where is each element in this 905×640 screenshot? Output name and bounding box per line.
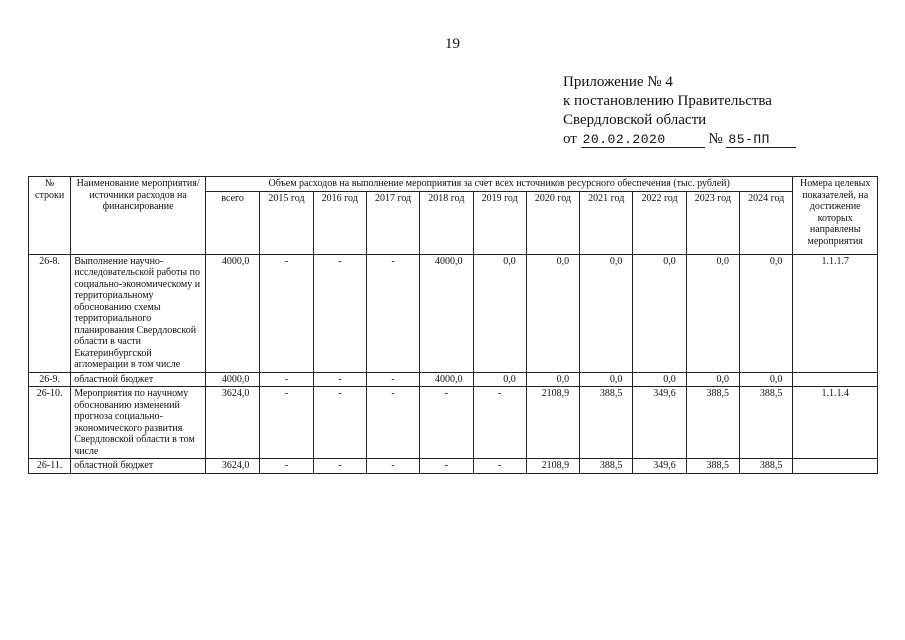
header-year: 2021 год xyxy=(580,191,633,254)
cell-2023: 388,5 xyxy=(686,387,739,459)
row-number: 26-9. xyxy=(29,372,71,387)
row-total: 4000,0 xyxy=(206,254,260,372)
header-year: 2017 год xyxy=(366,191,419,254)
table-row xyxy=(29,459,878,474)
row-name: Выполнение научно-исследовательской работы по социально-экономическому и территориальному обоснованию схемы территориального планирования Свердловской области в части Екатеринбургской агломерации в том числе xyxy=(71,254,206,372)
row-number: 26-11. xyxy=(29,459,71,474)
row-target xyxy=(793,459,878,474)
cell-2022: 0,0 xyxy=(633,372,686,387)
row-name: Мероприятия по научному обоснованию изменений прогноза социально-экономического развития Свердловской области в том числе xyxy=(71,387,206,459)
row-name: областной бюджет xyxy=(71,459,206,474)
cell-2023: 388,5 xyxy=(686,459,739,474)
page-number: 19 xyxy=(445,36,460,52)
cell-2022: 349,6 xyxy=(633,459,686,474)
header-year: 2019 год xyxy=(473,191,526,254)
cell-2023: 0,0 xyxy=(686,372,739,387)
cell-2017: - xyxy=(366,254,419,372)
table-row xyxy=(29,254,878,372)
cell-2016: - xyxy=(313,254,366,372)
header-year: 2022 год xyxy=(633,191,686,254)
date-prefix: от xyxy=(563,131,577,147)
cell-2024: 0,0 xyxy=(739,254,792,372)
cell-2015: - xyxy=(260,372,313,387)
cell-2016: - xyxy=(313,372,366,387)
cell-2015: - xyxy=(260,254,313,372)
cell-2015: - xyxy=(260,459,313,474)
cell-2024: 388,5 xyxy=(739,459,792,474)
resolution-number: 85-ПП xyxy=(726,132,796,148)
cell-2019: 0,0 xyxy=(473,372,526,387)
cell-2022: 0,0 xyxy=(633,254,686,372)
cell-2021: 0,0 xyxy=(580,254,633,372)
header-year: 2020 год xyxy=(526,191,579,254)
header-volume: Объем расходов на выполнение мероприятия за счет всех источников ресурсного обеспечения (тыс. рублей) xyxy=(206,177,793,192)
cell-2024: 388,5 xyxy=(739,387,792,459)
cell-2023: 0,0 xyxy=(686,254,739,372)
row-total: 4000,0 xyxy=(206,372,260,387)
header-targets: Номера целевых показателей, на достижение которых направлены мероприятия xyxy=(793,177,878,255)
cell-2018: 4000,0 xyxy=(420,372,473,387)
cell-2015: - xyxy=(260,387,313,459)
header-total: всего xyxy=(206,191,260,254)
appendix-title: Приложение № 4 xyxy=(563,74,673,90)
row-number: 26-10. xyxy=(29,387,71,459)
row-target xyxy=(793,372,878,387)
cell-2020: 0,0 xyxy=(526,372,579,387)
resolution-date: 20.02.2020 xyxy=(581,132,705,148)
cell-2017: - xyxy=(366,372,419,387)
appendix-resolution: к постановлению Правительства xyxy=(563,93,772,109)
number-prefix: № xyxy=(708,131,723,147)
table-row xyxy=(29,387,878,459)
cell-2018: 4000,0 xyxy=(420,254,473,372)
cell-2024: 0,0 xyxy=(739,372,792,387)
cell-2020: 0,0 xyxy=(526,254,579,372)
cell-2022: 349,6 xyxy=(633,387,686,459)
table-header xyxy=(29,177,878,255)
header-year: 2023 год xyxy=(686,191,739,254)
appendix-block xyxy=(563,73,796,149)
cell-2019: - xyxy=(473,387,526,459)
header-row-no: № строки xyxy=(29,177,71,255)
row-total: 3624,0 xyxy=(206,459,260,474)
header-year: 2016 год xyxy=(313,191,366,254)
cell-2019: 0,0 xyxy=(473,254,526,372)
cell-2017: - xyxy=(366,387,419,459)
cell-2017: - xyxy=(366,459,419,474)
header-year: 2024 год xyxy=(739,191,792,254)
header-name: Наименование мероприятия/ источники расходов на финансирование xyxy=(71,177,206,255)
cell-2020: 2108,9 xyxy=(526,387,579,459)
appendix-date-line xyxy=(563,130,796,149)
cell-2018: - xyxy=(420,387,473,459)
cell-2021: 0,0 xyxy=(580,372,633,387)
appendix-region: Свердловской области xyxy=(563,112,707,128)
expenses-table xyxy=(28,176,878,474)
cell-2021: 388,5 xyxy=(580,459,633,474)
header-year: 2018 год xyxy=(420,191,473,254)
row-total: 3624,0 xyxy=(206,387,260,459)
row-number: 26-8. xyxy=(29,254,71,372)
cell-2018: - xyxy=(420,459,473,474)
row-target: 1.1.1.4 xyxy=(793,387,878,459)
cell-2019: - xyxy=(473,459,526,474)
cell-2021: 388,5 xyxy=(580,387,633,459)
cell-2020: 2108,9 xyxy=(526,459,579,474)
row-target: 1.1.1.7 xyxy=(793,254,878,372)
cell-2016: - xyxy=(313,387,366,459)
table-row xyxy=(29,372,878,387)
header-year: 2015 год xyxy=(260,191,313,254)
row-name: областной бюджет xyxy=(71,372,206,387)
cell-2016: - xyxy=(313,459,366,474)
